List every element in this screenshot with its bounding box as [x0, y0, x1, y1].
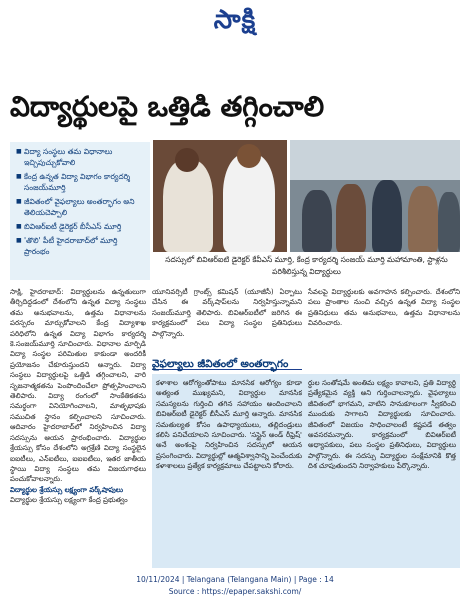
masthead-logo: [176, 6, 294, 40]
column-text: సాక్షి, హైదరాబాద్: విద్యార్థులను ఉన్నతులుగా తీర్చిదిద్దడంలో దేశంలోని ఉన్నత విద్యా సంస్థలు తమ అనుభవాలను, ఉత్తమ విధానాలను పరస్పరం మార్చుకోవాలని కేంద్ర విద్యాశాఖ పరిధిలోని ఉన్నత విద్యా విభాగం కార్యదర్శి కె.సంజయ్‌మూర్తి సూచించారు. విధానాల మార్పిడి విద్యా సంస్థల పరిమితుల కాకుండా అందరికీ ప్రయోజనం చేకూరుస్తుందని అన్నారు. విద్యా సంస్థలు విద్యార్థులపై ఒత్తిడి తగ్గించాలని, వారి సృజనాత్మకతను పెంపొందించేలా ప్రోత్సహించాలని తెలిపారు. విద్యా రంగంలో సాంకేతికతను సమర్థంగా వినియోగించాలని, మాతృభాషకు సముచిత స్థానం కల్పించాలని సూచించారు. ఆదివారం హైదరాబాద్‌లో నిర్వహించిన విద్యా సదస్సును ఆయన ప్రారంభించారు. విద్యార్థుల శ్రేయస్సు కోసం దేశంలోని అగ్రశ్రేణి విద్యా సంస్థలైన ఐఐటీలు, ఎన్‌ఐటీలు, ఐఐఐటీలు, ఇతర జాతీయ స్థాయి విద్యా సంస్థలు తమ విజయగాథలు పంచుకోవాలన్నారు.: [10, 288, 146, 484]
highlight-item: ■ 'తొలి' పీటీ హైదరాబాద్‌లో మూర్తి ప్రారంభం: [16, 235, 144, 257]
highlight-item: ■ విద్యా సంస్థలు తమ విధానాలు ఇచ్చిపుచ్చుకోవాలి: [16, 146, 144, 168]
column-subheading: విద్యార్థుల శ్రేయస్సు లక్ష్యంగా వర్క్‌షాపులు: [10, 485, 124, 494]
article-column-3: సేవలపై విద్యార్థులకు అవగాహన కల్పించారు. దేశంలోని పలు ప్రాంతాల నుంచి వచ్చిన ఉన్నత విద్యా సంస్థల ప్రతినిధులు తమ అనుభవాలు, ఉత్తమ విధానాలను వివరించారు.: [308, 288, 460, 328]
box-column-1: కళాశాల ఆరోగ్యంతోపాటు మానసిక ఆరోగ్యం కూడా అత్యంత ముఖ్యమని, విద్యార్థుల మానసిక సమస్యలను గుర్తించి తగిన సహాయం అందించాలని బివిఆర్‌ఐటీ డైరెక్టర్ బీసీఎస్ మూర్తి అన్నారు. మానసిక సమతుల్యత కోసం ఉపాధ్యాయులు, తల్లిదండ్రులు కలిసి పనిచేయాలని సూచించారు. 'సస్టైన్ అండ్ రీఫ్రెష్' అనే అంశంపై నిర్వహించిన సదస్సులో ఆయన ప్రసంగించారు. విద్యార్థుల్లో ఆత్మవిశ్వాసాన్ని పెంచేందుకు కళాశాలలు ప్రత్యేక కార్యక్రమాలు చేపట్టాలని కోరారు.: [156, 379, 302, 471]
highlights-box: [10, 142, 150, 280]
article-headline: విద్యార్థులపై ఒత్తిడి తగ్గించాలి: [10, 90, 325, 123]
highlight-item: ■ జీవితంలో వైఫల్యాలు అంతర్భాగం అని తెలియచెప్పాలి: [16, 196, 144, 218]
photo-caption: సదస్సులో బివిఆర్‌ఐటి డైరెక్టర్ కేవీఎస్ మూర్తి, కేంద్ర కార్యదర్శి సంజయ్ మూర్తి మహామాంతి, స్టాళ్లను పరిశీలిస్తున్న విద్యార్థులు: [165, 255, 448, 276]
subheading-text: వైఫల్యాలు జీవితంలో అంతర్భాగం: [152, 358, 289, 370]
page-footer: [0, 574, 470, 604]
highlight-box: [152, 374, 460, 568]
article-column-2: యూనివర్సిటీ గ్రాంట్స్ కమిషన్ (యూజీసీ) ఏర్పాటు చేసిన ఈ వర్క్‌షాప్‌లను నిర్వహిస్తున్నామని సంజయ్‌మూర్తి తెలిపారు. బివిఆర్‌ఐటీలో జరిగిన ఈ కార్యక్రమంలో పలు విద్యా సంస్థల ప్రతినిధులు పాల్గొన్నారు.: [152, 288, 302, 338]
footer-date-line: 10/11/2024 | Telangana (Telangana Main) | Page : 14: [136, 575, 334, 584]
column-text: విద్యార్థుల శ్రేయస్సు లక్ష్యంగా కేంద్ర ప్రభుత్వం: [10, 496, 128, 505]
photo-students: [290, 140, 460, 252]
footer-source-line: Source : https://epaper.sakshi.com/: [168, 587, 302, 596]
highlight-item: ■ బివిఆర్‌ఐటీ డైరెక్టర్ బీసీఎస్ మూర్తి: [16, 221, 144, 232]
section-subheading: [152, 352, 302, 370]
box-column-2: ర్థుల సంతోషమే అంతిమ లక్ష్యం కావాలని, ప్రతి విద్యార్థి ప్రత్యేకమైన వ్యక్తి అని గుర్తించాలన్నారు. వైఫల్యాలు జీవితంలో భాగమని, వాటిని సానుకూలంగా స్వీకరించి ముందుకు సాగాలని విద్యార్థులకు సూచించారు. జీవితంలో విజయం సాధించాలంటే కష్టపడే తత్వం అవసరమన్నారు. కార్యక్రమంలో బివిఆర్‌ఐటీ అధ్యాపకులు, పలు సంస్థల ప్రతినిధులు, విద్యార్థులు పాల్గొన్నారు. ఈ సదస్సు విద్యార్థుల సంక్షేమానికి కొత్త దిశ చూపుతుందని నిర్వాహకులు పేర్కొన్నారు.: [308, 379, 456, 471]
article-column-1: [10, 287, 146, 595]
photo-officials: [153, 140, 287, 252]
highlight-item: ■ కేంద్ర ఉన్నత విద్యా విభాగం కార్యదర్శి సంజయ్‌మూర్తి: [16, 171, 144, 193]
logo-text: సాక్షి: [213, 5, 257, 35]
